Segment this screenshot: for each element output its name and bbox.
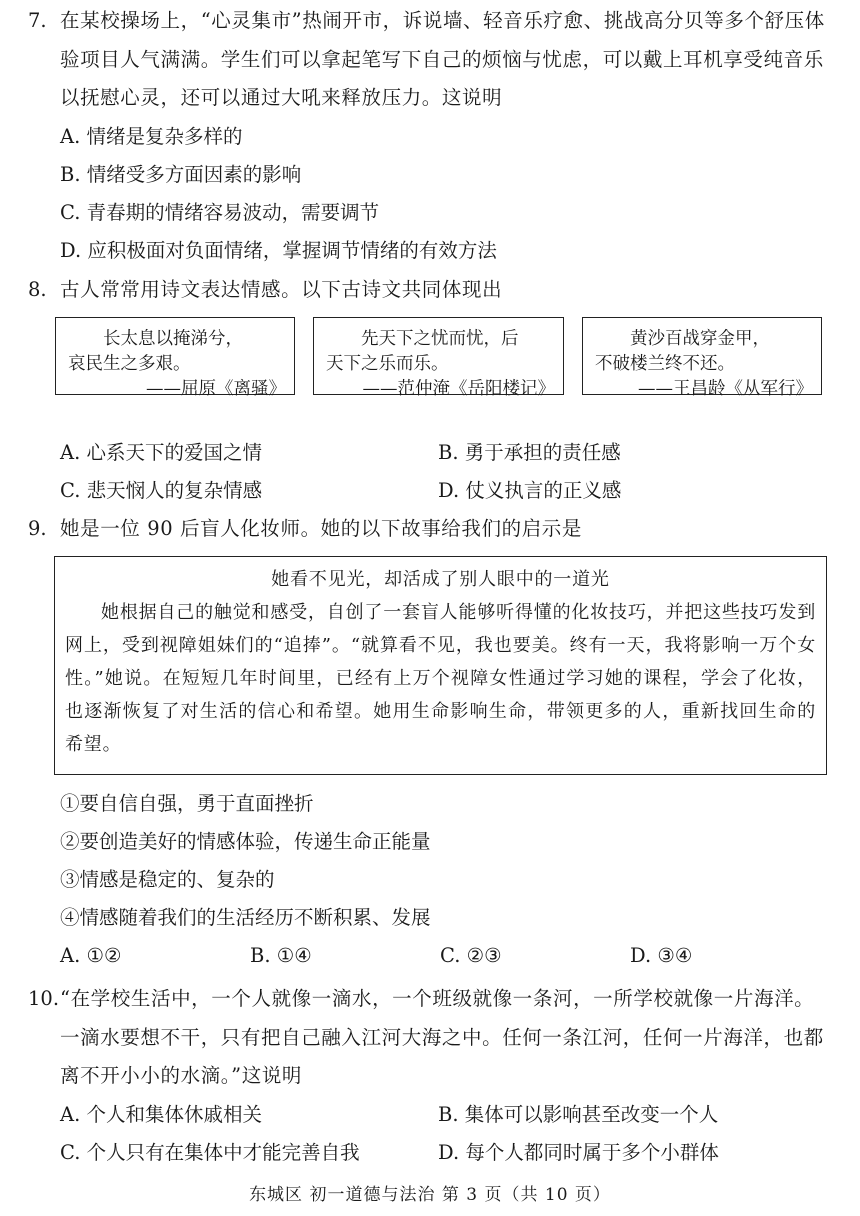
option-a: A. 个人和集体休戚相关	[60, 1102, 262, 1126]
poem-box-3	[582, 317, 822, 399]
question-number: 9.	[28, 517, 47, 540]
question-9	[28, 510, 830, 549]
poem-source: ——范仲淹《岳阳楼记》	[362, 379, 555, 399]
question-10	[28, 980, 830, 1172]
option-row	[28, 472, 621, 510]
statement-2: ②要创造美好的情感体验，传递生命正能量	[60, 830, 431, 853]
poem-line: 天下之乐而乐。	[326, 354, 449, 374]
option-b: B. 情绪受多方面因素的影响	[60, 162, 302, 186]
option-d: D. ③④	[630, 944, 693, 967]
option-b: B. ①④	[250, 944, 312, 967]
option-d: D. 每个人都同时属于多个小群体	[438, 1140, 719, 1164]
question-stem: “在学校生活中，一个人就像一滴水，一个班级就像一条河，一所学校就像一片海洋。一滴水要想不干，只有把自己融入江河大海之中。任何一条江河，任何一片海洋，也都离不开小小的水滴。”这说明	[60, 987, 824, 1087]
story-title: 她看不见光，却活成了别人眼中的一道光	[271, 569, 610, 590]
question-7	[28, 2, 830, 270]
story-box	[54, 556, 827, 775]
poem-line: 不破楼兰终不还。	[595, 354, 735, 374]
poem-line: 黄沙百战穿金甲，	[630, 329, 770, 349]
question-9-statements	[28, 785, 820, 975]
poem-line: 长太息以掩涕兮，	[103, 329, 243, 349]
option-b: B. 勇于承担的责任感	[438, 441, 621, 464]
poem-line: 先天下之忧而忧，后	[361, 329, 519, 349]
question-8	[28, 271, 830, 310]
option-row	[28, 1096, 830, 1134]
option-c: C. 悲天悯人的复杂情感	[60, 479, 263, 502]
statement-4: ④情感随着我们的生活经历不断积累、发展	[60, 906, 431, 929]
option-row	[28, 1134, 830, 1172]
option-row	[28, 937, 820, 975]
question-stem: 她是一位 90 后盲人化妆师。她的以下故事给我们的启示是	[60, 517, 583, 540]
page-footer: 东城区 初一道德与法治 第 3 页（共 10 页）	[249, 1185, 611, 1205]
question-number: 8.	[28, 278, 47, 301]
question-number: 10.	[28, 987, 60, 1010]
option-row	[28, 434, 621, 472]
option-d: D. 仗义执言的正义感	[438, 479, 622, 502]
option-b: B. 集体可以影响甚至改变一个人	[438, 1102, 719, 1126]
story-body: 她根据自己的触觉和感受，自创了一套盲人能够听得懂的化妆技巧，并把这些技巧发到网上，受到视障姐妹们的“追捧”。“就算看不见，我也要美。终有一天，我将影响一万个女性。”她说。在短短几年时间里，已经有上万个视障女性通过学习她的课程，学会了化妆，也逐渐恢复了对生活的信心和希望。她用生命影响生命，带领更多的人，重新找回生命的希望。	[65, 602, 816, 755]
option-a: A. 情绪是复杂多样的	[60, 124, 243, 148]
statement-1: ①要自信自强，勇于直面挫折	[60, 792, 314, 815]
option-c: C. 青春期的情绪容易波动，需要调节	[60, 200, 380, 224]
poem-line: 哀民生之多艰。	[68, 354, 191, 374]
option-a: A. ①②	[60, 944, 122, 967]
question-number: 7.	[28, 9, 47, 32]
option-a: A. 心系天下的爱国之情	[60, 441, 262, 464]
question-8-options	[28, 434, 621, 510]
option-c: C. ②③	[440, 944, 502, 967]
poem-box-1	[55, 317, 295, 399]
poem-boxes	[55, 317, 822, 397]
poem-source: ——屈原《离骚》	[146, 379, 286, 399]
option-c: C. 个人只有在集体中才能完善自我	[60, 1140, 360, 1164]
question-stem: 在某校操场上，“心灵集市”热闹开市，诉说墙、轻音乐疗愈、挑战高分贝等多个舒压体验项目人气满满。学生们可以拿起笔写下自己的烦恼与忧虑，可以戴上耳机享受纯音乐以抚慰心灵，还可以通过大吼来释放压力。这说明	[60, 9, 825, 109]
question-stem: 古人常常用诗文表达情感。以下古诗文共同体现出	[60, 278, 503, 301]
statement-3: ③情感是稳定的、复杂的	[60, 868, 275, 891]
option-d: D. 应积极面对负面情绪，掌握调节情绪的有效方法	[60, 238, 497, 262]
poem-box-2	[313, 317, 564, 399]
poem-source: ——王昌龄《从军行》	[638, 379, 813, 399]
